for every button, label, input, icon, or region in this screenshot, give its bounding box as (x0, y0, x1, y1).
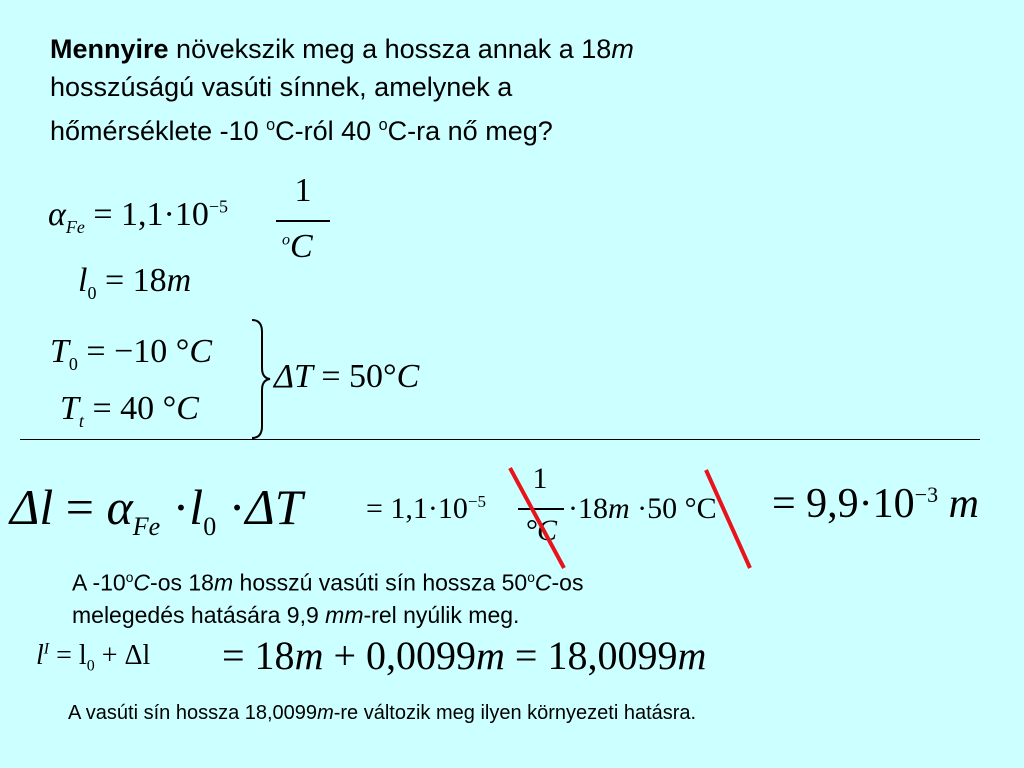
formula-frac-num: 1 (532, 462, 548, 495)
formula-substitution: = $1,1\cdot 10^{-5}$ (366, 492, 487, 525)
curly-brace (248, 318, 272, 440)
final-equation-rhs: = 18m + 0,0099m = 18,0099m (222, 633, 707, 678)
final-equation-lhs: $l^I = l_0 + \Delta l$ (36, 640, 151, 675)
alpha-unit-denominator: $^o$C (282, 228, 313, 265)
cancel-stroke-right (706, 470, 750, 568)
alpha-unit-numerator: 1 (294, 172, 312, 209)
alpha-given: $\alpha_{Fe} = 1,1\cdot 10^{-5}$ (48, 196, 228, 237)
t0-given: $T_0 = -10$ °C (50, 333, 213, 374)
explanation-note: A -10$^o$C-os 18m hosszú vasúti sín hossza 50$^o$C-os melegedés hatására 9,9 mm-rel nyúlik meg. (72, 569, 584, 628)
formula-result: = $9,9\cdot 10^{-3}$ m (772, 481, 979, 527)
divider-line (20, 439, 980, 440)
l0-given: $l_0 = 18m$ (78, 262, 192, 303)
formula-frac-den: °C (524, 514, 557, 547)
tt-given: $T_t = 40$ °C (60, 390, 199, 431)
formula-substitution-2: ·18m ·50 °C (568, 492, 717, 525)
delta-t-given: ΔT = 50°C (274, 358, 420, 395)
question-text: Mennyire növekszik meg a hossza annak a 18m hosszúságú vasúti sínnek, amelynek a hőmérséklete -10 $^o$C-ról 40 $^o$C-ra nő meg? (50, 34, 634, 146)
alpha-unit-fraction-bar (276, 220, 330, 222)
cancel-stroke-left (510, 468, 564, 568)
conclusion-note: A vasúti sín hossza 18,0099m-re változik meg ilyen környezeti hatásra. (68, 702, 697, 724)
formula-lhs: $\Delta l = \alpha_{Fe} \cdot l_0 \cdot\Delta T$ (10, 479, 303, 541)
